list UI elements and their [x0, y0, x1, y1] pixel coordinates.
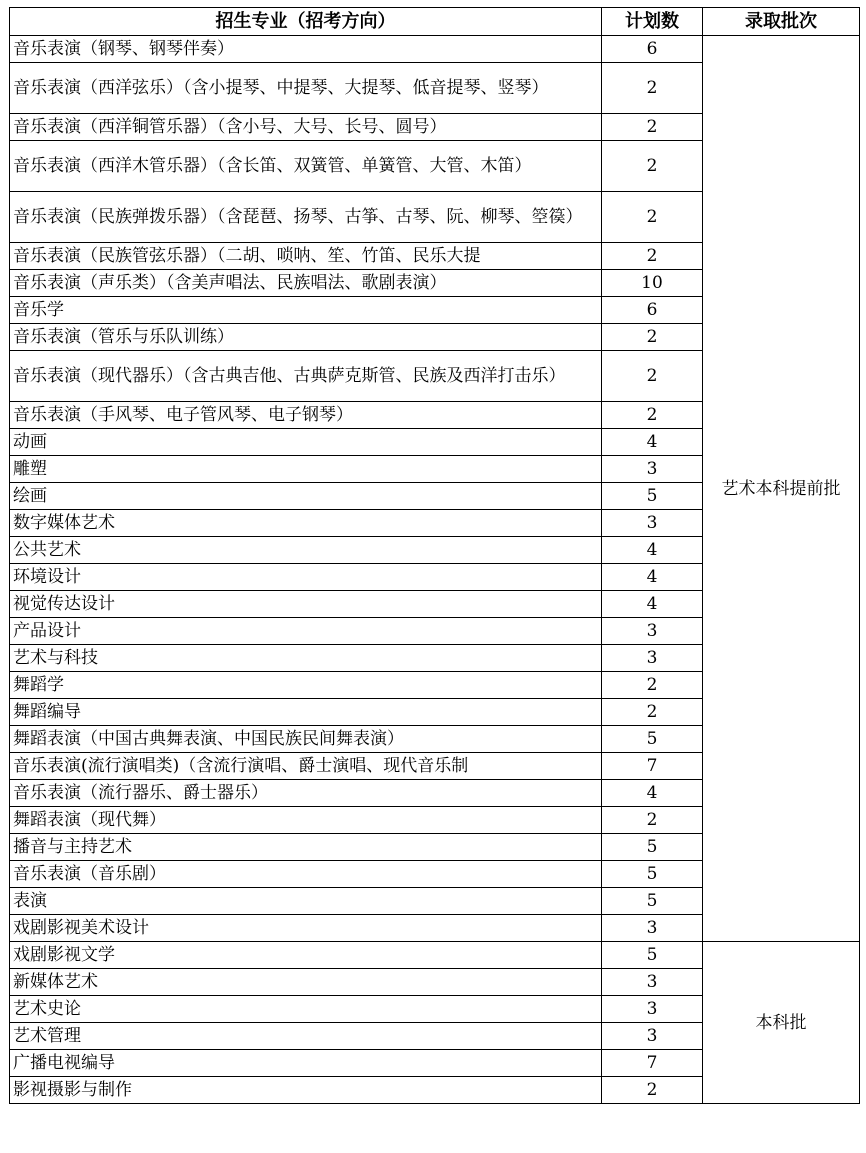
major-cell: 公共艺术	[10, 537, 602, 564]
major-cell: 舞蹈编导	[10, 699, 602, 726]
plan-count-cell: 4	[602, 429, 703, 456]
major-cell: 数字媒体艺术	[10, 510, 602, 537]
plan-count-cell: 3	[602, 510, 703, 537]
major-cell: 绘画	[10, 483, 602, 510]
table-body	[10, 36, 860, 1104]
major-cell: 艺术史论	[10, 996, 602, 1023]
major-cell: 舞蹈表演（现代舞）	[10, 807, 602, 834]
major-cell: 音乐表演（西洋铜管乐器）（含小号、大号、长号、圆号）	[10, 114, 602, 141]
plan-count-cell: 7	[602, 1050, 703, 1077]
plan-count-cell: 2	[602, 699, 703, 726]
major-cell: 环境设计	[10, 564, 602, 591]
admission-plan-table	[9, 7, 860, 1104]
plan-count-cell: 3	[602, 969, 703, 996]
batch-cell: 艺术本科提前批	[703, 36, 860, 942]
plan-count-cell: 3	[602, 996, 703, 1023]
plan-count-cell: 4	[602, 537, 703, 564]
plan-count-cell: 2	[602, 63, 703, 114]
plan-count-cell: 2	[602, 1077, 703, 1104]
major-cell: 音乐表演（手风琴、电子管风琴、电子钢琴）	[10, 402, 602, 429]
plan-count-cell: 3	[602, 1023, 703, 1050]
major-cell: 音乐表演（声乐类）（含美声唱法、民族唱法、歌剧表演）	[10, 270, 602, 297]
header-row	[10, 8, 860, 36]
major-cell: 舞蹈表演（中国古典舞表演、中国民族民间舞表演）	[10, 726, 602, 753]
major-cell: 音乐表演（民族管弦乐器）（二胡、唢呐、笙、竹笛、民乐大提	[10, 243, 602, 270]
plan-count-cell: 2	[602, 351, 703, 402]
major-cell: 音乐表演（音乐剧）	[10, 861, 602, 888]
plan-count-cell: 5	[602, 942, 703, 969]
plan-count-cell: 2	[602, 114, 703, 141]
major-cell: 音乐表演（西洋弦乐）（含小提琴、中提琴、大提琴、低音提琴、竖琴）	[10, 63, 602, 114]
major-cell: 视觉传达设计	[10, 591, 602, 618]
table-row	[10, 942, 860, 969]
major-cell: 广播电视编导	[10, 1050, 602, 1077]
header-plan: 计划数	[602, 8, 703, 36]
plan-count-cell: 4	[602, 591, 703, 618]
major-cell: 影视摄影与制作	[10, 1077, 602, 1104]
plan-count-cell: 2	[602, 192, 703, 243]
batch-cell: 本科批	[703, 942, 860, 1104]
major-cell: 动画	[10, 429, 602, 456]
major-cell: 音乐表演（民族弹拨乐器）（含琵琶、扬琴、古筝、古琴、阮、柳琴、箜篌）	[10, 192, 602, 243]
major-cell: 音乐表演（钢琴、钢琴伴奏）	[10, 36, 602, 63]
major-cell: 音乐表演（西洋木管乐器）（含长笛、双簧管、单簧管、大管、木笛）	[10, 141, 602, 192]
plan-count-cell: 4	[602, 564, 703, 591]
plan-count-cell: 6	[602, 297, 703, 324]
plan-count-cell: 5	[602, 861, 703, 888]
major-cell: 音乐表演（流行器乐、爵士器乐）	[10, 780, 602, 807]
plan-count-cell: 3	[602, 456, 703, 483]
plan-count-cell: 2	[602, 807, 703, 834]
plan-count-cell: 5	[602, 888, 703, 915]
plan-count-cell: 5	[602, 834, 703, 861]
plan-count-cell: 3	[602, 645, 703, 672]
plan-count-cell: 3	[602, 618, 703, 645]
major-cell: 艺术与科技	[10, 645, 602, 672]
plan-count-cell: 6	[602, 36, 703, 63]
major-cell: 播音与主持艺术	[10, 834, 602, 861]
plan-count-cell: 2	[602, 402, 703, 429]
plan-count-cell: 2	[602, 243, 703, 270]
plan-count-cell: 2	[602, 324, 703, 351]
plan-count-cell: 5	[602, 483, 703, 510]
table-row	[10, 36, 860, 63]
plan-count-cell: 5	[602, 726, 703, 753]
major-cell: 戏剧影视文学	[10, 942, 602, 969]
plan-count-cell: 3	[602, 915, 703, 942]
plan-count-cell: 2	[602, 141, 703, 192]
major-cell: 新媒体艺术	[10, 969, 602, 996]
major-cell: 艺术管理	[10, 1023, 602, 1050]
plan-count-cell: 7	[602, 753, 703, 780]
major-cell: 雕塑	[10, 456, 602, 483]
header-batch: 录取批次	[703, 8, 860, 36]
major-cell: 音乐表演（现代器乐）（含古典吉他、古典萨克斯管、民族及西洋打击乐）	[10, 351, 602, 402]
major-cell: 戏剧影视美术设计	[10, 915, 602, 942]
major-cell: 产品设计	[10, 618, 602, 645]
major-cell: 音乐表演(流行演唱类)（含流行演唱、爵士演唱、现代音乐制	[10, 753, 602, 780]
major-cell: 音乐学	[10, 297, 602, 324]
major-cell: 舞蹈学	[10, 672, 602, 699]
plan-count-cell: 4	[602, 780, 703, 807]
header-major: 招生专业（招考方向）	[10, 8, 602, 36]
major-cell: 音乐表演（管乐与乐队训练）	[10, 324, 602, 351]
major-cell: 表演	[10, 888, 602, 915]
plan-count-cell: 2	[602, 672, 703, 699]
plan-count-cell: 10	[602, 270, 703, 297]
